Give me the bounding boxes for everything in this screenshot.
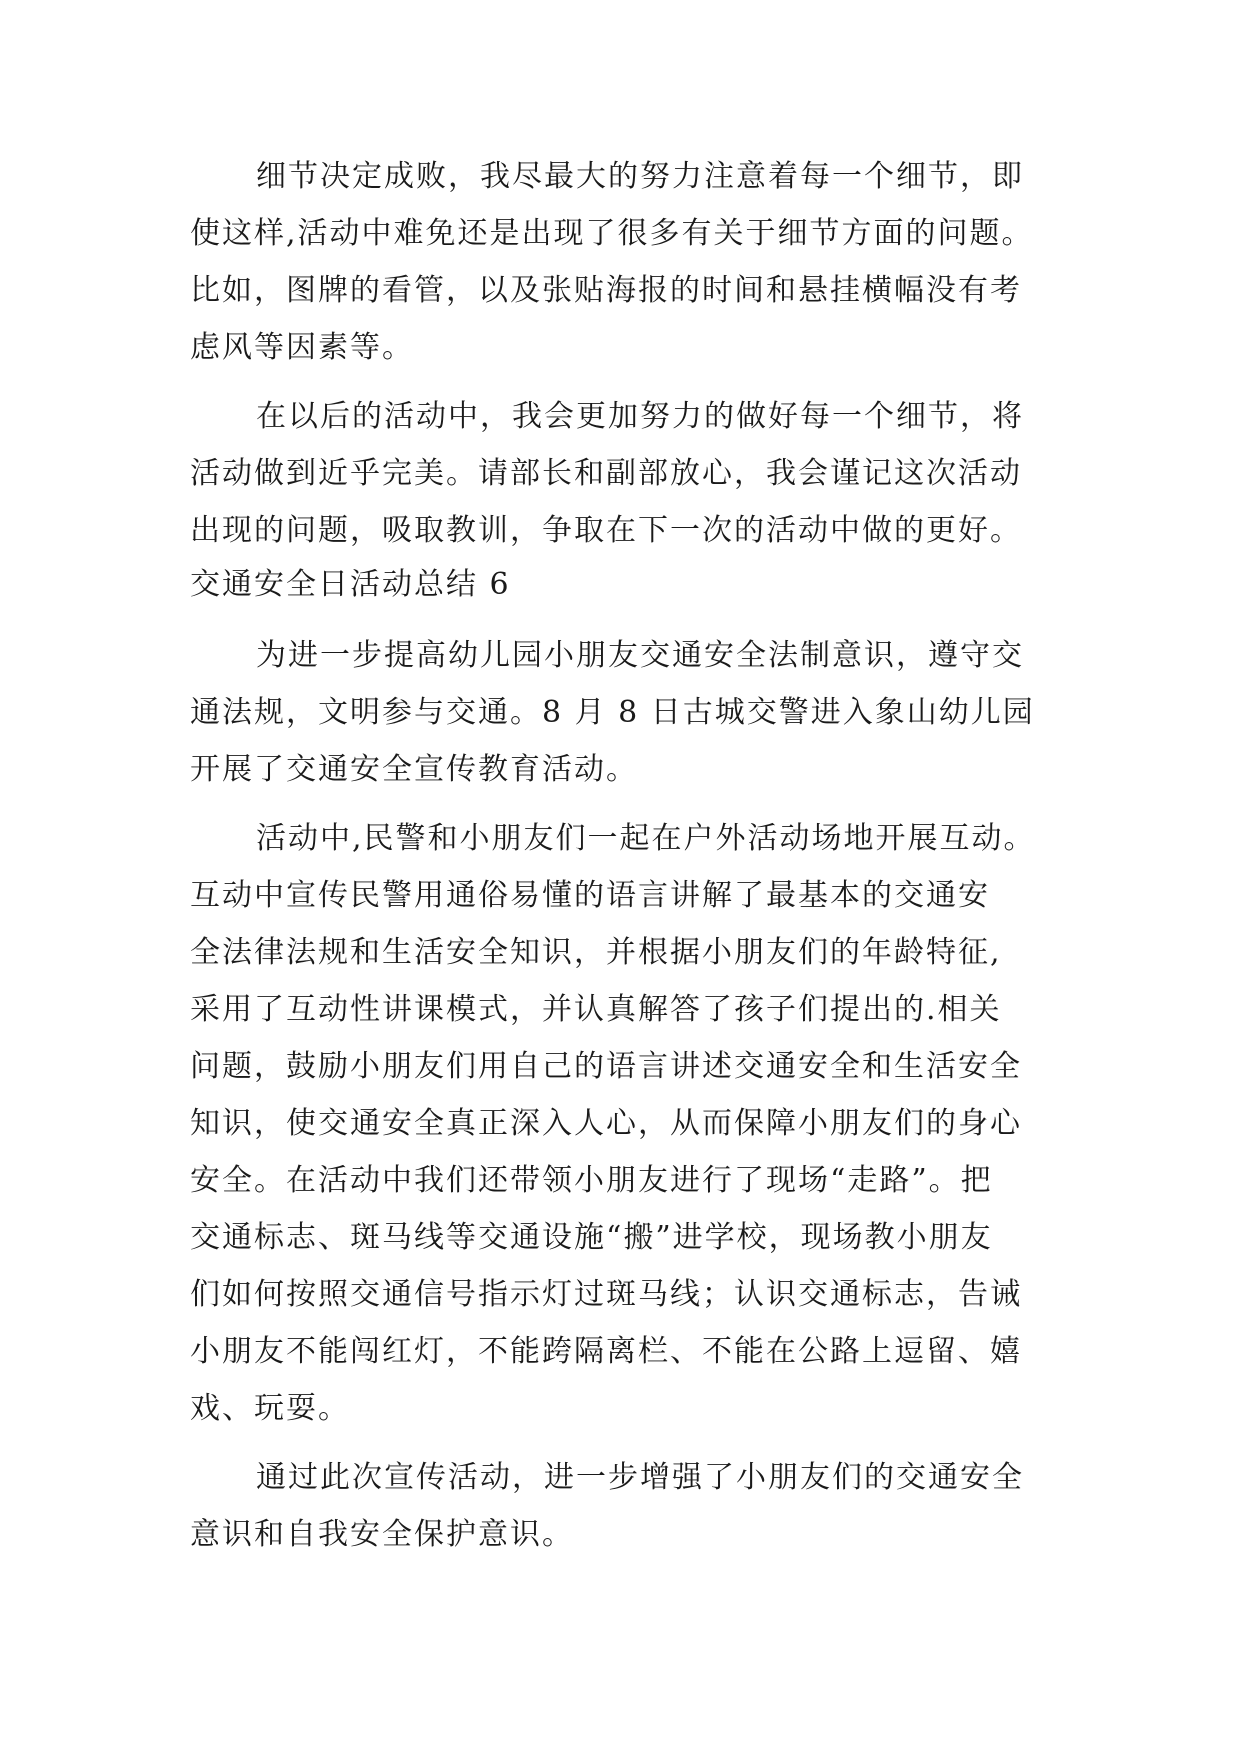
text-line: 问题，鼓励小朋友们用自己的语言讲述交通安全和生活安全 [190, 1049, 1022, 1084]
text-line: 为进一步提高幼儿园小朋友交通安全法制意识，遵守交 [256, 638, 1024, 673]
text-line: 使这样,活动中难免还是出现了很多有关于细节方面的问题。 [190, 216, 1034, 251]
text-line: 出现的问题，吸取教训，争取在下一次的活动中做的更好。 [190, 513, 1022, 548]
text-line: 细节决定成败，我尽最大的努力注意着每一个细节，即 [256, 159, 1024, 194]
text-line: 们如何按照交通信号指示灯过斑马线；认识交通标志，告诫 [190, 1277, 1022, 1312]
section-heading: 交通安全日活动总结 6 [190, 567, 511, 602]
text-line: 通法规，文明参与交通。8 月 8 日古城交警进入象山幼儿园 [190, 695, 1035, 730]
text-line: 互动中宣传民警用通俗易懂的语言讲解了最基本的交通安 [190, 878, 990, 913]
text-line: 全法律法规和生活安全知识，并根据小朋友们的年龄特征, [190, 935, 1002, 970]
text-line: 小朋友不能闯红灯，不能跨隔离栏、不能在公路上逗留、嬉 [190, 1334, 1022, 1369]
text-line: 安全。在活动中我们还带领小朋友进行了现场“走路”。把 [190, 1163, 993, 1198]
text-line: 通过此次宣传活动，进一步增强了小朋友们的交通安全 [256, 1460, 1024, 1495]
text-line: 在以后的活动中，我会更加努力的做好每一个细节，将 [256, 399, 1024, 434]
text-line: 虑风等因素等。 [190, 330, 414, 365]
text-line: 采用了互动性讲课模式，并认真解答了孩子们提出的.相关 [190, 992, 1002, 1027]
text-line: 知识，使交通安全真正深入人心，从而保障小朋友们的身心 [190, 1106, 1022, 1141]
text-line: 戏、玩耍。 [190, 1391, 350, 1426]
text-line: 活动做到近乎完美。请部长和副部放心，我会谨记这次活动 [190, 456, 1022, 491]
text-line: 交通标志、斑马线等交通设施“搬”进学校，现场教小朋友 [190, 1220, 993, 1255]
text-line: 比如，图牌的看管，以及张贴海报的时间和悬挂横幅没有考 [190, 273, 1022, 308]
text-line: 活动中,民警和小朋友们一起在户外活动场地开展互动。 [256, 821, 1036, 856]
text-line: 开展了交通安全宣传教育活动。 [190, 752, 638, 787]
text-line: 意识和自我安全保护意识。 [190, 1517, 574, 1552]
